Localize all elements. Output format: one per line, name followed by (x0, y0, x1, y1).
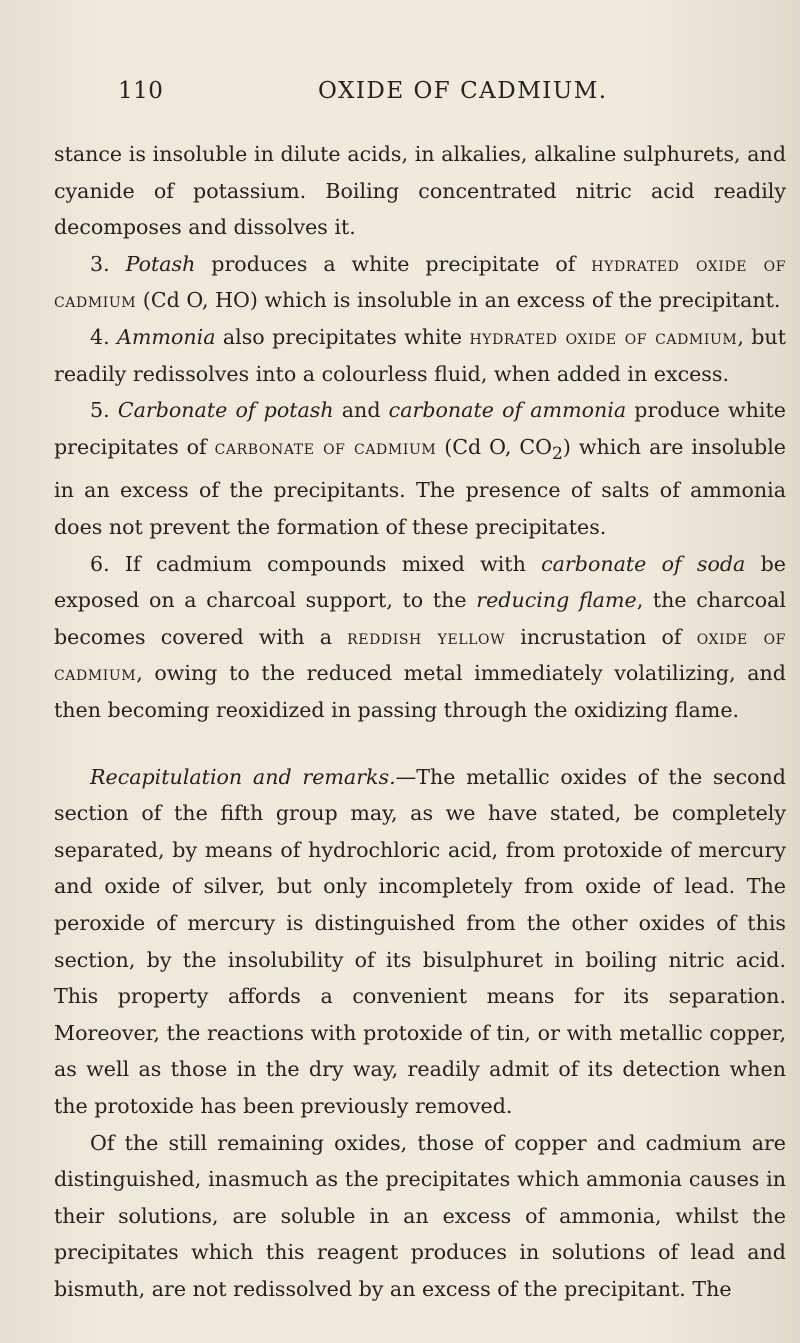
running-title: OXIDE OF CADMIUM. (318, 78, 608, 104)
reagent-name: Carbonate of potash (117, 398, 334, 423)
paragraph-reaction-5: 5. Carbonate of potash and carbonate of ammonia produce white precipitates of carbonate of cadmium (Cd O, $CO_2$) which are insoluble in an excess of the precipitants. The presence of salts of ammonia does not prevent the formation of these precipitates. (54, 398, 786, 540)
paragraph-reaction-6: 6. If cadmium compounds mixed with carbonate of soda be exposed on a charcoal support, to the reducing flame, the charcoal becomes covered with a reddish yellow incrustation of oxide of cadmium, owing to the reduced metal immediately volatilizing, and then becoming reoxidized in passing through the oxidizing flame. (54, 551, 786, 723)
subscript: 2 (551, 443, 563, 464)
reagent-name: carbonate of ammonia (388, 398, 627, 423)
paragraph-recapitulation: Recapitulation and remarks.—The metallic oxides of the second section of the fifth group may, as we have stated, be completely separated, by means of hydrochloric acid, from protoxide of mercury and oxide of silver, but only incompletely from oxide of lead. The peroxide of mercury is distinguished from the other oxides of this section, by the insolubility of its bisulphuret in boiling nitric acid. This property affords a convenient means for its separation. Moreover, the reactions with protoxide of tin, or with metallic copper, as well as those in the dry way, readily admit of its detection when the protoxide has been previously removed. (54, 764, 786, 1118)
product-name: reddish yellow (347, 624, 506, 649)
product-name: oxide of cadmium (54, 624, 786, 686)
paragraph-reaction-4: 4. Ammonia also precipitates white hydrated oxide of cadmium, but readily redissolves into a colourless fluid, when added in excess. (54, 324, 786, 386)
item-number: 3. (90, 251, 110, 276)
paragraph-reaction-3: 3. Potash produces a white precipitate of hydrated oxide of cadmium (Cd O, HO) which is insoluble in an excess of the precipitant. (54, 251, 787, 313)
item-number: 6. (90, 551, 110, 576)
section-lead: Recapitulation and remarks. (90, 764, 396, 789)
reagent-name: Potash (125, 251, 196, 276)
paragraph-remaining-oxides: Of the still remaining oxides, those of copper and cadmium are distinguished, inasmuch as the precipitates which ammonia causes in their solutions, are soluble in an excess of ammonia, whilst the precipitates which this reagent produces in solutions of lead and bismuth, are not redissolved by an excess of the precipitant. The (54, 1130, 786, 1301)
flame-name: reducing flame (476, 588, 637, 613)
page-number: 110 (118, 78, 164, 104)
item-number: 4. (90, 324, 110, 349)
reagent-name: Ammonia (117, 324, 216, 349)
product-name: hydrated oxide of cadmium (54, 251, 787, 313)
reagent-name: carbonate of soda (541, 551, 746, 576)
body-text (54, 136, 786, 1308)
paragraph-continuation: stance is insoluble in dilute acids, in alkalies, alkaline sulphurets, and cyanide of potassium. Boiling concentrated nitric acid readily decomposes and dissolves it. (54, 142, 786, 240)
item-number: 5. (90, 398, 110, 423)
product-name: carbonate of cadmium (214, 434, 437, 459)
product-name: hydrated oxide of cadmium (469, 324, 738, 349)
